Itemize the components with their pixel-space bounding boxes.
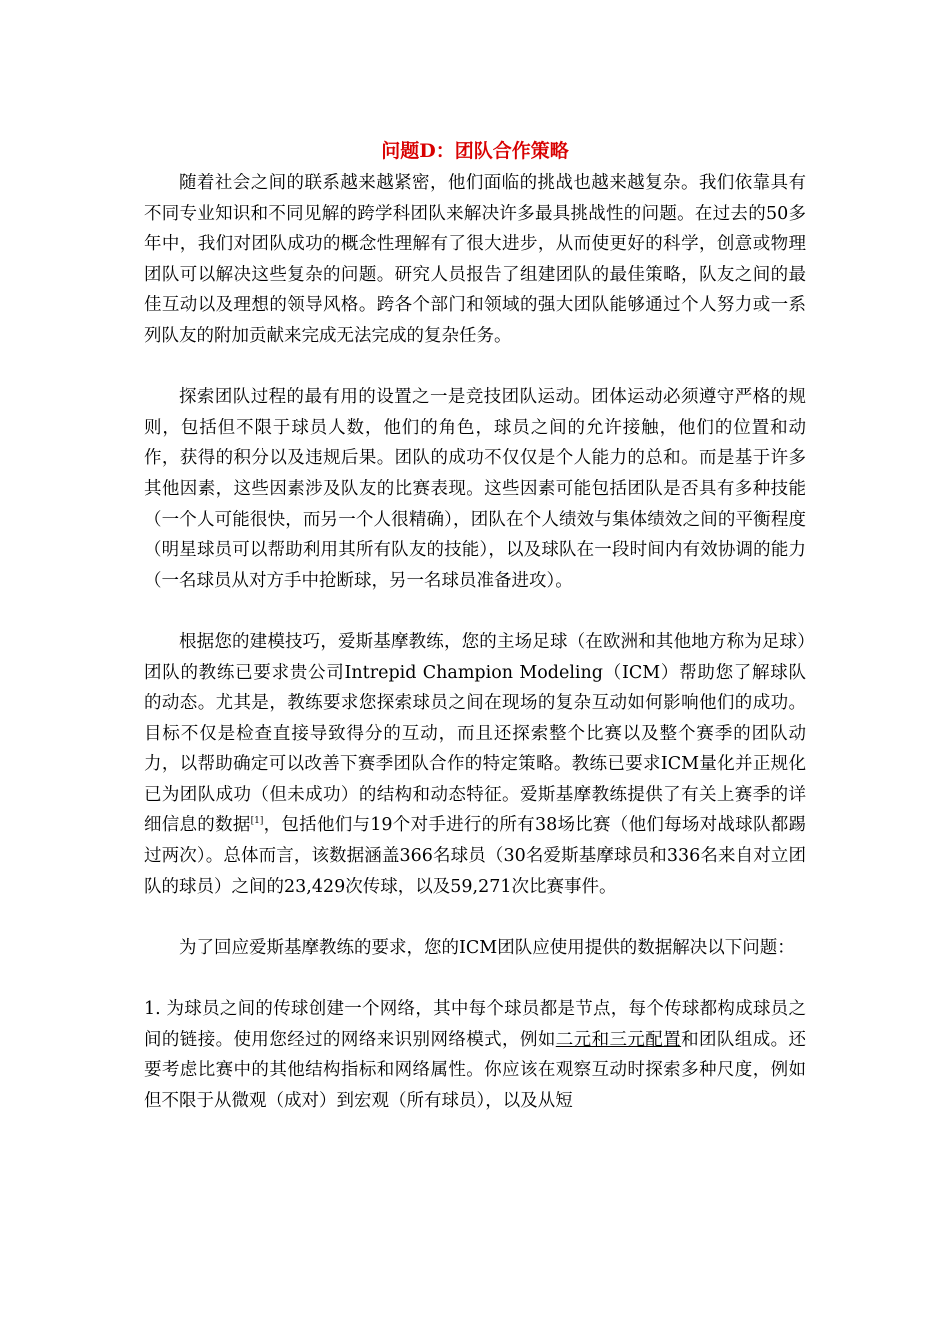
paragraph-gap	[144, 902, 806, 933]
paragraph-team-sports: 探索团队过程的最有用的设置之一是竞技团队运动。团体运动必须遵守严格的规则，包括但不限于球员人数，他们的角色，球员之间的允许接触，他们的位置和动作，获得的积分以及违规后果。团队的成功不仅仅是个人能力的总和。而是基于许多其他因素，这些因素涉及队友的比赛表现。这些因素可能包括团队是否具有多种技能（一个人可能很快，而另一个人很精确），团队在个人绩效与集体绩效之间的平衡程度（明星球员可以帮助利用其所有队友的技能），以及球队在一段时间内有效协调的能力（一名球员从对方手中抢断球，另一名球员准备进攻）。	[144, 387, 806, 591]
paragraph-gap	[144, 352, 806, 383]
document-page	[144, 136, 806, 1116]
paragraph-coach-request-text: 根据您的建模技巧，爱斯基摩教练，您的主场足球（在欧洲和其他地方称为足球）团队的教练已要求贵公司Intrepid Champion Modeling（ICM）帮助您了解球队的动态。尤其是，教练要求您探索球员之间在现场的复杂互动如何影响他们的成功。目标不仅是检查直接导致得分的互动，而且还探索整个比赛以及整个赛季的团队动力，以帮助确定可以改善下赛季团队合作的特定策略。教练已要求ICM量化并正规化已为团队成功（但未成功）的结构和动态特征。爱斯基摩教练提供了有关上赛季的详细信息的数据	[144, 631, 807, 836]
paragraph-coach-request-text-continued: ，包括他们与19个对手进行的所有38场比赛（他们每场对战球队都踢过两次）。总体而言，该数据涵盖366名球员（30名爱斯基摩球员和336名来自对立团队的球员）之间的23,429次传球，以及59,271次比赛事件。	[144, 815, 806, 897]
footnote-reference[interactable]: [1]	[250, 816, 264, 827]
underlined-term-link[interactable]: 二元和三元配置	[555, 1029, 682, 1050]
task-item-1-text: 1. 为球员之间的传球创建一个网络，其中每个球员都是节点，每个传球都构成球员之间的链接。使用您经过的网络来识别网络模式，例如	[144, 999, 806, 1050]
paragraph-coach-request	[144, 627, 806, 902]
paragraph-gap	[144, 596, 806, 627]
task-item-1-text-continued: 和团队组成。还要考虑比赛中的其他结构指标和网络属性。你应该在观察互动时探索多种尺度，例如但不限于从微观（成对）到宏观（所有球员），以及从短	[144, 1029, 807, 1111]
document-title: 问题D：团队合作策略	[381, 140, 569, 162]
paragraph-intro: 随着社会之间的联系越来越紧密，他们面临的挑战也越来越复杂。我们依靠具有不同专业知识和不同见解的跨学科团队来解决许多最具挑战性的问题。在过去的50多年中，我们对团队成功的概念性理解有了很大进步，从而使更好的科学，创意或物理团队可以解决这些复杂的问题。研究人员报告了组建团队的最佳策略，队友之间的最佳互动以及理想的领导风格。跨各个部门和领域的强大团队能够通过个人努力或一系列队友的附加贡献来完成无法完成的复杂任务。	[144, 173, 806, 346]
paragraph-gap	[144, 963, 806, 994]
task-item-1	[144, 994, 806, 1116]
paragraph-response: 为了回应爱斯基摩教练的要求，您的ICM团队应使用提供的数据解决以下问题：	[179, 937, 795, 958]
